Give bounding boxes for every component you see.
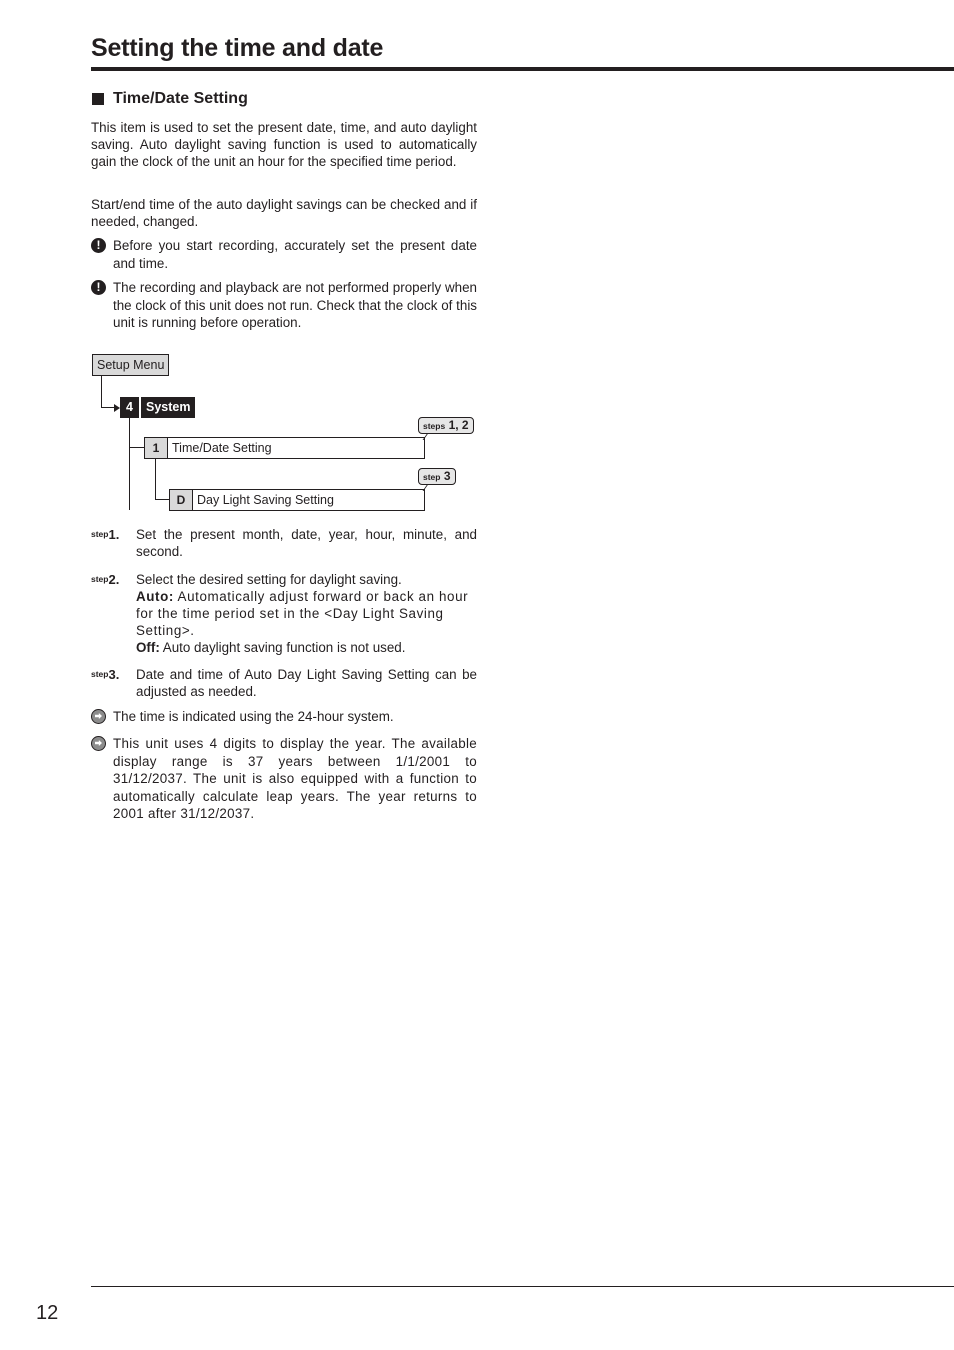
step-text: Date and time of Auto Day Light Saving Setting can be adjusted as needed. xyxy=(136,667,477,699)
system-label: System xyxy=(141,397,195,418)
menu-item-label: Day Light Saving Setting xyxy=(197,493,334,507)
auto-option-label: Auto: xyxy=(136,589,174,604)
title-rule xyxy=(91,67,954,71)
info-note-1 xyxy=(91,708,477,726)
menu-item-time-date-setting xyxy=(144,437,425,459)
info-text-2: This unit uses 4 digits to display the year. The available display range is 37 years between 1/1/2001 to 31/12/2037. The unit is also equipped with a function to automatically calculate leap years. The year returns to 2001 after 31/12/2037. xyxy=(113,736,477,821)
intro-paragraph-1: This item is used to set the present date, time, and auto daylight saving. Auto daylight saving function is used to automatically gain the clock of the unit an hour for the specified time period. xyxy=(91,120,477,169)
setup-menu-box: Setup Menu xyxy=(92,354,169,376)
menu-item-number: D xyxy=(170,490,193,510)
tree-line xyxy=(155,499,170,500)
step-callout-3: step 3 xyxy=(418,468,456,485)
page-number: 12 xyxy=(36,1302,59,1324)
system-number: 4 xyxy=(120,397,139,418)
info-text-1: The time is indicated using the 24-hour system. xyxy=(113,709,394,724)
warning-note-2 xyxy=(91,279,477,332)
warning-icon: ! xyxy=(91,238,106,253)
auto-option-text: Automatically adjust forward or back an hour for the time period set in the <Day Light Saving Setting>. xyxy=(136,589,469,638)
warning-text-1: Before you start recording, accurately set the present date and time. xyxy=(113,238,477,271)
steps-callout-1-2: steps 1, 2 xyxy=(418,417,474,434)
step-word: step xyxy=(91,574,109,584)
page-title: Setting the time and date xyxy=(91,34,384,62)
step-number: 3. xyxy=(108,667,120,682)
tree-line xyxy=(129,447,145,448)
section-heading-text: Time/Date Setting xyxy=(113,90,248,107)
warning-text-2: The recording and playback are not performed properly when the clock of this unit does not run. Check that the clock of this unit is running before operation. xyxy=(113,280,477,330)
arrow-circle-icon xyxy=(91,709,106,724)
connector-line xyxy=(101,407,115,408)
intro-block xyxy=(91,119,477,170)
menu-item-label: Time/Date Setting xyxy=(172,441,272,455)
auto-option xyxy=(136,588,477,639)
step-3 xyxy=(91,666,477,700)
step-text: Select the desired setting for daylight saving. xyxy=(136,572,402,587)
off-option-text: Auto daylight saving function is not used. xyxy=(162,640,406,655)
connector-line xyxy=(101,376,102,408)
step-number: 2. xyxy=(108,572,120,587)
menu-item-day-light-saving-setting xyxy=(169,489,425,511)
step-2 xyxy=(91,571,477,656)
section-heading xyxy=(92,90,248,108)
intro-block-2 xyxy=(91,196,477,230)
warning-note-1 xyxy=(91,237,477,272)
tree-line xyxy=(155,459,156,499)
intro-paragraph-2: Start/end time of the auto daylight savings can be checked and if needed, changed. xyxy=(91,197,477,229)
off-option-label: Off: xyxy=(136,640,160,655)
footer-rule xyxy=(91,1286,954,1287)
menu-item-number: 1 xyxy=(145,438,168,458)
info-note-2 xyxy=(91,735,477,823)
step-number: 1. xyxy=(108,527,120,542)
step-text: Set the present month, date, year, hour, minute, and second. xyxy=(136,527,477,559)
step-word: step xyxy=(91,669,109,679)
square-bullet-icon xyxy=(92,93,104,105)
step-word: step xyxy=(91,529,109,539)
tree-line xyxy=(129,418,130,510)
warning-icon: ! xyxy=(91,280,106,295)
step-1 xyxy=(91,526,477,560)
arrow-circle-icon xyxy=(91,736,106,751)
off-option xyxy=(136,639,477,656)
